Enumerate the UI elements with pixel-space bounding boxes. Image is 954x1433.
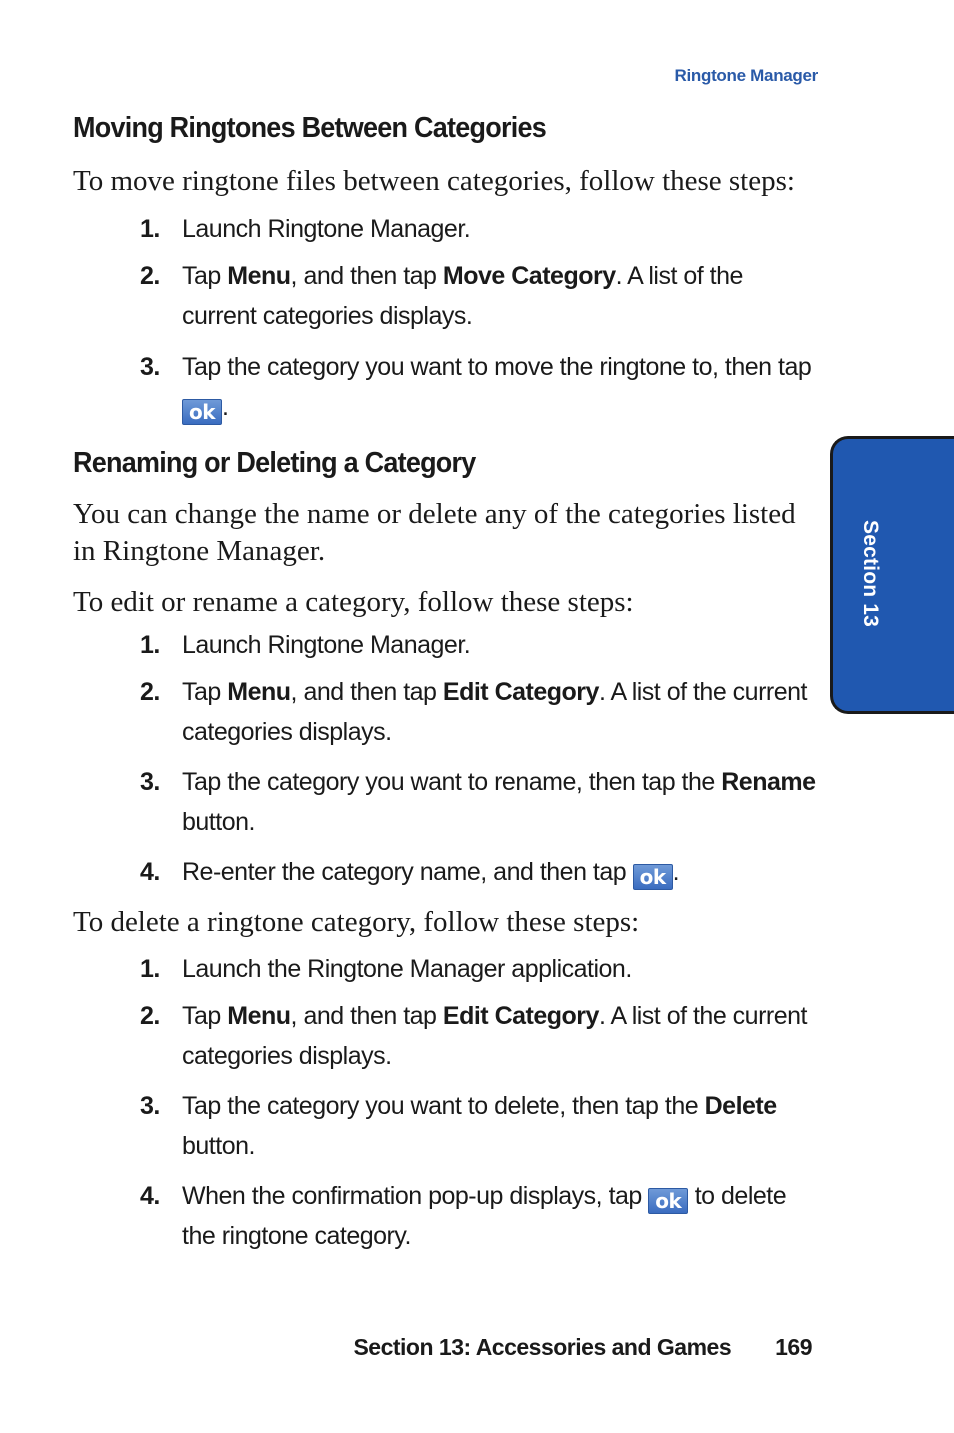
list-item: 2. Tap Menu, and then tap Edit Category. A list of the current categories displays. <box>140 678 807 746</box>
list-item: 3. Tap the category you want to move the ringtone to, then tap ok . <box>140 353 812 424</box>
list-item: 3. Tap the category you want to rename, then tap the Rename button. <box>140 768 816 836</box>
steps-edit <box>73 625 818 892</box>
list-item: 4. When the confirmation pop-up displays, tap ok to delete the ringtone category. <box>140 1182 787 1250</box>
list-item: 1. Launch the Ringtone Manager application. <box>140 955 632 983</box>
list-item: 2. Tap Menu, and then tap Move Category. A list of the current categories displays. <box>140 262 743 330</box>
steps-delete <box>73 949 818 1256</box>
ok-button-icon: ok <box>648 1188 688 1214</box>
running-header: Ringtone Manager <box>674 66 818 85</box>
intro-delete: To delete a ringtone category, follow these steps: <box>73 906 640 938</box>
heading-moving: Moving Ringtones Between Categories <box>73 112 546 144</box>
page-content <box>73 112 818 1256</box>
intro-moving: To move ringtone files between categories, follow these steps: <box>73 165 795 197</box>
list-item: 2. Tap Menu, and then tap Edit Category. A list of the current categories displays. <box>140 1002 807 1070</box>
section-tab <box>830 436 954 714</box>
steps-moving <box>73 209 818 427</box>
list-item: 3. Tap the category you want to delete, then tap the Delete button. <box>140 1092 777 1160</box>
ok-button-icon: ok <box>633 864 673 890</box>
intro-edit: To edit or rename a category, follow these steps: <box>73 586 634 618</box>
list-item: 4. Re-enter the category name, and then tap ok . <box>140 858 680 889</box>
heading-renaming: Renaming or Deleting a Category <box>73 447 476 479</box>
list-item: 1. Launch Ringtone Manager. <box>140 631 471 659</box>
ok-button-icon: ok <box>182 399 222 425</box>
list-item: 1. Launch Ringtone Manager. <box>140 215 471 243</box>
section-tab-label: Section 13 <box>859 520 882 628</box>
page-footer <box>353 1334 812 1361</box>
footer-section: Section 13: Accessories and Games <box>353 1334 732 1360</box>
intro-renaming: You can change the name or delete any of the categories listed in Ringtone Manager. <box>73 498 796 567</box>
page-number: 169 <box>775 1334 812 1360</box>
